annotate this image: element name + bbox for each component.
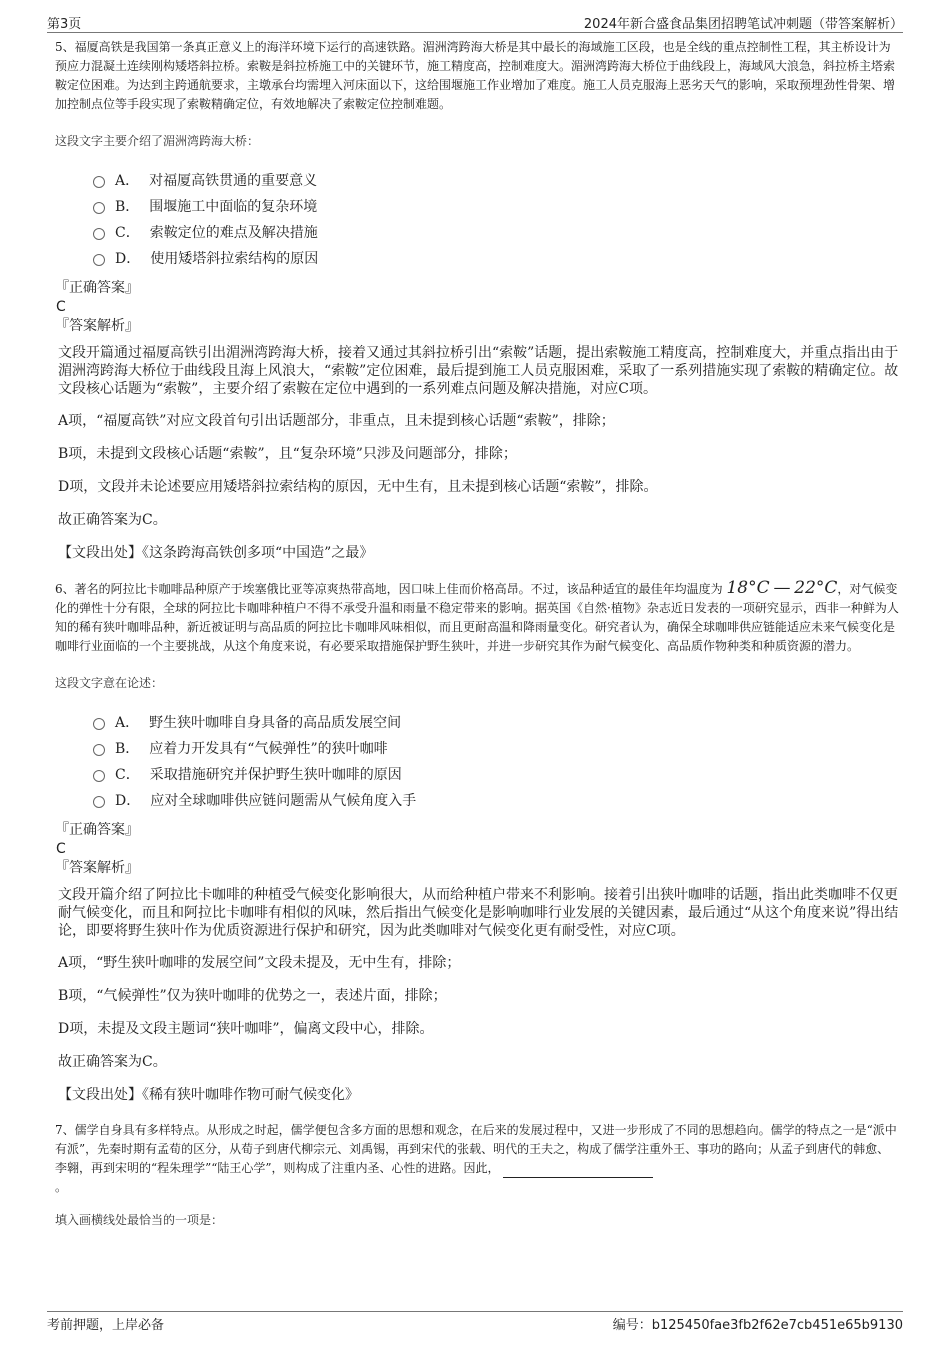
q5-analysis-b: B项，未提到文段核心话题“索鞍”，且“复杂环境”只涉及问题部分，排除； (58, 446, 517, 462)
q5-option-c[interactable] (93, 219, 900, 245)
q5-options (93, 167, 900, 271)
q6-passage-part2: ，对气候变化的弹性十分有限，全球的阿拉比卡咖啡种植户不得不承受升温和雨量不稳定带来的影响。据英国《自然·植物》杂志近日发表的一项研究显示，西非一种鲜为人知的稀有狭叶咖啡品种，新近被证明与高品质的阿拉比卡咖啡风味相似，而且更耐高温和降雨量变化。研究者认为，确保全球咖啡供应链能适应未来气候变化是咖啡行业面临的一个主要挑战，从这个角度来说，有必要采取措施保护野生狭叶，并进一步研究其作为耐气候变化、高品质作物种类和种质资源的潜力。 (55, 582, 899, 653)
option-letter: D． (115, 251, 141, 267)
q5-analysis: 文段开篇通过福厦高铁引出湄洲湾跨海大桥，接着又通过其斜拉桥引出“索鞍”话题，提出索鞍施工精度高，控制难度大，并重点指出由于湄洲湾跨海大桥位于曲线段且海上风浪大，“索鞍”定位困难，最后提到施工人员克服困难，采取了一系列措施实现了索鞍的精确定位。故文段核心话题为“索鞍”，主要介绍了索鞍在定位中遇到的一系列难点问题及解决措施，对应C项。 (58, 345, 899, 397)
option-text: 应着力开发具有“气候弹性”的狭叶咖啡 (149, 741, 388, 757)
q6-answer-label: 『正确答案』 (55, 822, 139, 838)
q6-source: 【文段出处】《稀有狭叶咖啡作物可耐气候变化》 (58, 1087, 359, 1103)
q5-option-a[interactable] (93, 167, 900, 193)
q6-option-a[interactable] (93, 709, 900, 735)
q5-analysis-a: A项，“福厦高铁”对应文段首句引出话题部分，非重点，且未提到核心话题“索鞍”，排除； (58, 413, 615, 429)
q6-passage (55, 579, 900, 656)
option-letter: A． (115, 715, 140, 731)
radio-icon[interactable] (93, 254, 105, 266)
q6-analysis-a: A项，“野生狭叶咖啡的发展空间”文段未提及，无中生有，排除； (58, 955, 461, 971)
q5-answer: C (56, 299, 66, 315)
q6-temp-high: 22°C (794, 578, 838, 598)
option-letter: B． (115, 741, 140, 757)
footer-divider (47, 1311, 903, 1312)
q5-conclusion: 故正确答案为C。 (58, 512, 167, 528)
option-letter: C． (115, 225, 140, 241)
option-text: 围堰施工中面临的复杂环境 (149, 199, 318, 215)
option-text: 索鞍定位的难点及解决措施 (149, 225, 318, 241)
radio-icon[interactable] (93, 718, 105, 730)
option-letter: B． (115, 199, 140, 215)
q5-option-b[interactable] (93, 193, 900, 219)
page-number: 第3页 (47, 17, 82, 32)
q6-temp-low: 18°C (726, 578, 770, 598)
radio-icon[interactable] (93, 770, 105, 782)
q6-option-b[interactable] (93, 735, 900, 761)
radio-icon[interactable] (93, 744, 105, 756)
option-letter: D． (115, 793, 141, 809)
q5-option-d[interactable] (93, 245, 900, 271)
q6-options (93, 709, 900, 813)
q7-blank[interactable] (503, 1165, 653, 1178)
page-content (55, 38, 900, 1240)
option-letter: A． (115, 173, 140, 189)
q6-analysis-label: 『答案解析』 (55, 860, 139, 876)
q5-passage: 5、福厦高铁是我国第一条真正意义上的海洋环境下运行的高速铁路。湄洲湾跨海大桥是其中最长的海域施工区段，也是全线的重点控制性工程，其主桥设计为预应力混凝土连续刚构矮塔斜拉桥。索鞍是斜拉桥施工中的关键环节，施工精度高，控制难度大。湄洲湾跨海大桥位于曲线段上，海域风大浪急，斜拉桥主塔索鞍定位困难。为达到主跨通航要求，主墩承台均需埋入河床面以下，这给围堰施工作业增加了难度。施工人员克服海上恶劣天气的影响，采取预埋劲性骨架、增加控制点位等手段实现了索鞍精确定位，有效地解决了索鞍定位控制难题。 (55, 40, 896, 111)
q6-stem: 这段文字意在论述： (55, 676, 164, 690)
document-title: 2024年新合盛食品集团招聘笔试冲刺题（带答案解析） (583, 17, 903, 32)
radio-icon[interactable] (93, 796, 105, 808)
option-text: 应对全球咖啡供应链问题需从气候角度入手 (150, 793, 417, 809)
page-header (0, 0, 950, 32)
document-code: 编号：b125450fae3fb2f62e7cb451e65b9130 (612, 1318, 903, 1333)
option-text: 采取措施研究并保护野生狭叶咖啡的原因 (149, 767, 402, 783)
q6-answer: C (56, 841, 66, 857)
q7-passage-text: 7、儒学自身具有多样特点。从形成之时起，儒学便包含多方面的思想和观念，在后来的发展过程中，又进一步形成了不同的思想趋向。儒学的特点之一是“派中有派”，先秦时期有孟荀的区分，从荀子到唐代柳宗元、刘禹锡，再到宋代的张载、明代的王夫之，构成了儒学注重外王、事功的路向；从孟子到唐代的韩愈、李翱，再到宋明的“程朱理学”“陆王心学”，则构成了注重内圣、心性的进路。因此， (55, 1123, 897, 1175)
radio-icon[interactable] (93, 176, 105, 188)
q5-analysis-label: 『答案解析』 (55, 318, 139, 334)
option-text: 野生狭叶咖啡自身具备的高品质发展空间 (149, 715, 402, 731)
option-letter: C． (115, 767, 140, 783)
q6-temp-dash: — (773, 578, 791, 598)
q5-source: 【文段出处】《这条跨海高铁创多项“中国造”之最》 (58, 545, 374, 561)
q7-stem: 填入画横线处最恰当的一项是： (55, 1213, 224, 1227)
q6-analysis: 文段开篇介绍了阿拉比卡咖啡的种植受气候变化影响很大，从而给种植户带来不利影响。接着引出狭叶咖啡的话题，指出此类咖啡不仅更耐气候变化，而且和阿拉比卡咖啡有相似的风味，然后指出气候变化是影响咖啡行业发展的关键因素，最后通过“从这个角度来说”得出结论，即要将野生狭叶作为优质资源进行保护和研究，因为此类咖啡对气候变化更有耐受性，对应C项。 (58, 887, 899, 939)
option-text: 使用矮塔斜拉索结构的原因 (150, 251, 319, 267)
q6-conclusion: 故正确答案为C。 (58, 1054, 167, 1070)
q5-analysis-d: D项，文段并未论述要应用矮塔斜拉索结构的原因，无中生有，且未提到核心话题“索鞍”，排除。 (58, 479, 658, 495)
q6-option-c[interactable] (93, 761, 900, 787)
footer-slogan: 考前押题，上岸必备 (47, 1318, 165, 1333)
q6-option-d[interactable] (93, 787, 900, 813)
q7-period: 。 (55, 1180, 68, 1194)
radio-icon[interactable] (93, 202, 105, 214)
q5-answer-label: 『正确答案』 (55, 280, 139, 296)
radio-icon[interactable] (93, 228, 105, 240)
q6-analysis-b: B项，“气候弹性”仅为狭叶咖啡的优势之一，表述片面，排除； (58, 988, 447, 1004)
option-text: 对福厦高铁贯通的重要意义 (149, 173, 318, 189)
q6-analysis-d: D项，未提及文段主题词“狭叶咖啡”，偏离文段中心，排除。 (58, 1021, 434, 1037)
q7-passage (55, 1121, 900, 1197)
header-divider (47, 32, 903, 33)
q5-stem: 这段文字主要介绍了湄洲湾跨海大桥： (55, 134, 260, 148)
q6-passage-part1: 6、著名的阿拉比卡咖啡品种原产于埃塞俄比亚等凉爽热带高地，因口味上佳而价格高昂。不过，该品种适宜的最佳年均温度为 (55, 582, 723, 596)
